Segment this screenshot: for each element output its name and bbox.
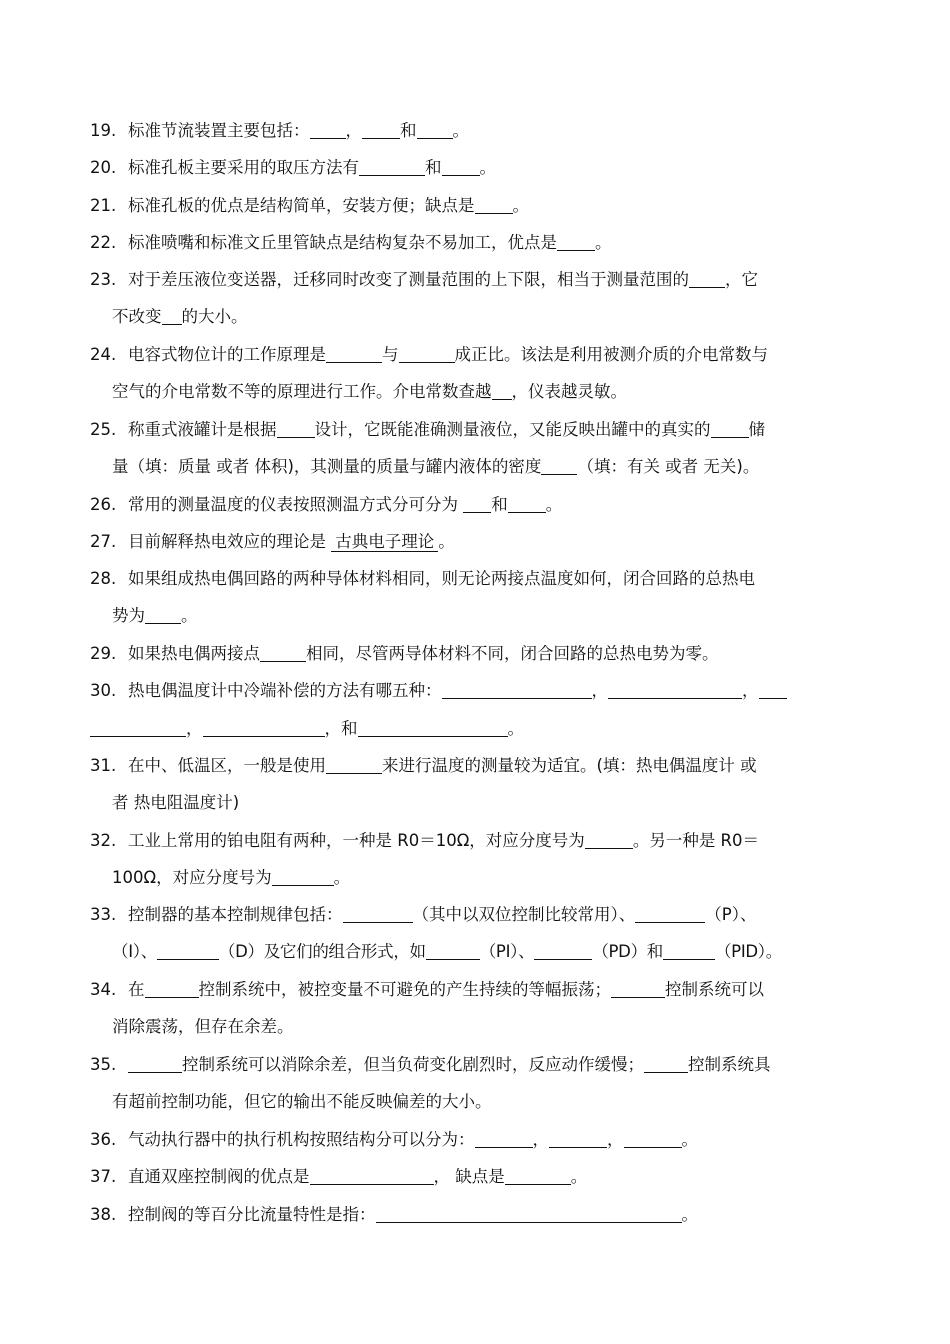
question-text: ，仪表越灵敏。 [511,382,627,401]
answer-blank[interactable] [90,719,186,737]
question-text: 工业上常用的铂电阻有两种，一种是 R0＝10Ω，对应分度号为 [128,831,585,850]
question-32 [90,822,860,859]
question-text: 成正比。该法是利用被测介质的介电常数与 [454,345,768,364]
question-text: 控制器的基本控制规律包括： [128,905,343,924]
answer-blank[interactable] [663,942,715,960]
question-number: 27. [90,532,117,551]
question-text: ， [186,719,203,738]
question-number: 38. [90,1205,117,1224]
question-30 [90,672,860,709]
answer-blank[interactable] [145,980,199,998]
answer-blank[interactable] [260,644,306,662]
question-number: 34. [90,980,117,999]
question-33 [90,896,860,933]
answer-blank[interactable] [475,196,513,214]
question-27 [90,523,860,560]
question-text: 。另一种是 R0＝ [632,831,760,850]
question-text: 电容式物位计的工作原理是 [128,345,326,364]
question-text: 直通双座控制阀的优点是 [128,1167,310,1186]
question-text: ， [607,1130,624,1149]
answer-blank[interactable] [557,233,595,251]
question-number: 19. [90,121,117,140]
question-text: 储 [748,420,765,439]
question-text: 。 [681,1130,698,1149]
question-text: 标准喷嘴和标准文丘里管缺点是结构复杂不易加工，优点是 [128,233,557,252]
question-text: 。 [452,121,469,140]
answer-blank[interactable] [549,1130,607,1148]
answer-blank[interactable] [711,420,749,438]
question-number: 29. [90,644,117,663]
question-number: 22. [90,233,117,252]
question-28-line-2 [90,597,882,634]
question-28 [90,560,860,597]
question-35 [90,1046,860,1083]
question-25 [90,411,860,448]
answer-blank[interactable] [417,121,453,139]
question-text: 如果组成热电偶回路的两种导体材料相同，则无论两接点温度如何，闭合回路的总热电 [128,569,755,588]
question-text: 与 [382,345,399,364]
answer-blank[interactable] [358,719,508,737]
answer-blank[interactable] [508,495,546,513]
answer-blank[interactable] [162,307,182,325]
question-text: 控制系统具 [688,1055,771,1074]
answer-blank[interactable] [644,1055,688,1073]
answer-blank[interactable] [463,495,491,513]
question-23-line-2 [90,298,882,335]
question-text: 标准节流装置主要包括： [128,121,310,140]
question-text: 。 [570,1167,588,1186]
question-text: ，和 [324,719,358,738]
question-text: 势为 [112,606,145,625]
question-number: 36. [90,1130,117,1149]
answer-blank[interactable] [272,868,334,886]
question-31-line-2 [90,784,882,821]
question-text: （D）及它们的组合形式，如 [218,942,426,961]
answer-blank[interactable] [326,756,382,774]
answer-blank[interactable] [624,1130,682,1148]
answer-blank[interactable] [492,382,512,400]
question-text: 在中、低温区，一般是使用 [128,756,326,775]
question-number: 33. [90,905,117,924]
answer-blank[interactable] [541,457,577,475]
question-number: 31. [90,756,117,775]
question-24-line-2 [90,373,882,410]
answer-blank[interactable] [277,420,315,438]
answer-blank[interactable] [635,905,705,923]
question-23 [90,261,860,298]
question-text: 者 热电阻温度计) [112,793,240,812]
question-29 [90,635,860,672]
question-number: 32. [90,831,117,850]
question-text: 的大小。 [181,307,248,326]
question-text: 来进行温度的测量较为适宜。(填：热电偶温度计 或 [382,756,757,775]
question-31 [90,747,860,784]
question-text: ，它 [725,270,758,289]
question-33-line-2 [90,933,882,970]
question-text: 热电偶温度计中冷端补偿的方法有哪五种： [128,681,442,700]
question-text: ， [742,681,759,700]
question-number: 23. [90,270,117,289]
question-21 [90,187,860,224]
question-text: 。 [507,719,524,738]
question-text: ， [532,1130,549,1149]
question-text: 。 [181,606,198,625]
question-text: 标准孔板主要采用的取压方法有 [128,158,359,177]
question-37 [90,1158,860,1195]
answer-blank[interactable] [128,1055,182,1073]
question-text: 控制系统中，被控变量不可避免的产生持续的等幅振荡； [198,980,611,999]
question-text: 。 [438,532,455,551]
question-number: 37. [90,1167,117,1186]
question-text: 消除震荡，但存在余差。 [112,1017,294,1036]
question-number: 20. [90,158,117,177]
answer-blank[interactable] [310,121,346,139]
question-text: 不改变 [112,307,162,326]
answer-blank[interactable] [343,905,413,923]
question-text: 量（填：质量 或者 体积)，其测量的质量与罐内液体的密度 [112,457,542,476]
question-text: 标准孔板的优点是结构简单，安装方便；缺点是 [128,196,475,215]
question-number: 35. [90,1055,117,1074]
question-text: 和 [400,121,417,140]
question-text: ， [345,121,362,140]
question-text: 100Ω，对应分度号为 [112,868,272,887]
question-number: 24. [90,345,117,364]
answer-blank[interactable] [145,606,181,624]
question-text: 相同，尽管两导体材料不同，闭合回路的总热电势为零。 [306,644,719,663]
question-text: 设计，它既能准确测量液位，又能反映出罐中的真实的 [314,420,711,439]
answer-blank[interactable] [585,831,633,849]
question-text: 控制系统可以消除余差，但当负荷变化剧烈时，反应动作缓慢； [182,1055,644,1074]
question-36 [90,1121,860,1158]
answer-blank[interactable] [310,1167,434,1185]
question-text: 。 [333,868,351,887]
question-38 [90,1196,860,1233]
question-text: 控制阀的等百分比流量特性是指： [128,1205,376,1224]
answer-blank[interactable] [475,1130,533,1148]
question-text: （PD）和 [592,942,663,961]
question-text: 。 [512,196,529,215]
answer-blank[interactable] [534,942,592,960]
answer-blank[interactable] [376,1205,682,1223]
question-text: ， [591,681,608,700]
question-34 [90,971,860,1008]
answer-blank[interactable] [442,681,592,699]
answer-blank[interactable] [362,121,400,139]
question-20 [90,149,860,186]
answer-blank[interactable] [359,158,425,176]
question-26 [90,486,860,523]
answer-blank[interactable] [611,980,665,998]
filled-answer: 古典电子理论 [331,532,438,552]
question-32-line-2 [90,859,882,896]
question-text: 。 [681,1205,698,1224]
answer-blank[interactable] [426,942,480,960]
question-number: 28. [90,569,117,588]
question-35-line-2 [90,1083,882,1120]
question-25-line-2 [90,448,882,485]
question-text: 气动执行器中的执行机构按照结构分可以分为： [128,1130,475,1149]
answer-blank[interactable] [689,270,725,288]
question-text: 目前解释热电效应的理论是 [128,532,332,551]
question-text: （PI）、 [479,942,535,961]
question-text: （PID）。 [714,942,782,961]
question-text: 和 [491,495,508,514]
question-19 [90,112,860,149]
answer-blank[interactable] [759,681,787,699]
answer-blank[interactable] [505,1167,571,1185]
question-text: 和 [425,158,442,177]
question-30-line-2 [90,710,860,747]
question-text: 称重式液罐计是根据 [128,420,277,439]
answer-blank[interactable] [326,345,382,363]
question-text: 有超前控制功能，但它的输出不能反映偏差的大小。 [112,1092,492,1111]
question-text: 如果热电偶两接点 [128,644,260,663]
question-text: 。 [545,495,563,514]
question-number: 21. [90,196,117,215]
answer-blank[interactable] [203,719,325,737]
question-text: ， 缺点是 [433,1167,505,1186]
answer-blank[interactable] [399,345,455,363]
answer-blank[interactable] [157,942,219,960]
question-text: 对于差压液位变送器，迁移同时改变了测量范围的上下限，相当于测量范围的 [128,270,689,289]
question-number: 25. [90,420,117,439]
question-text: 在 [128,980,145,999]
answer-blank[interactable] [608,681,742,699]
question-number: 30. [90,681,117,700]
question-text: （I）、 [112,942,157,961]
question-text: 空气的介电常数不等的原理进行工作。介电常数查越 [112,382,492,401]
question-number: 26. [90,495,117,514]
question-22 [90,224,860,261]
question-text: （填：有关 或者 无关)。 [577,457,760,476]
question-text: 。 [479,158,496,177]
answer-blank[interactable] [442,158,480,176]
question-text: 控制系统可以 [665,980,764,999]
question-24 [90,336,860,373]
question-text: 常用的测量温度的仪表按照测温方式分可分为 [128,495,464,514]
question-text: （其中以双位控制比较常用）、 [412,905,636,924]
question-text: （P）、 [705,905,757,924]
question-34-line-2 [90,1008,882,1045]
question-text: 。 [595,233,612,252]
